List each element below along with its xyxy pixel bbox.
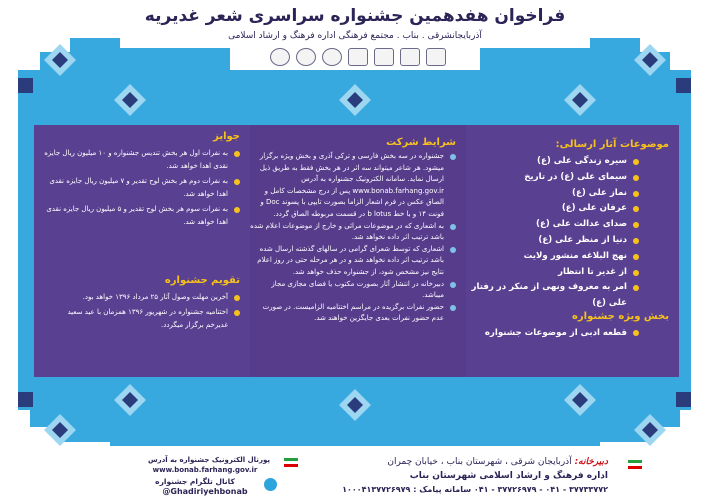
- page-subtitle: آذربایجانشرقی . بناب . مجتمع فرهنگی اداره فرهنگ و ارشاد اسلامی: [228, 31, 482, 41]
- list-item: به نفرات اول هر بخش تندیس جشنواره و ۱۰ میلیون ریال جایزه نقدی اهدا خواهد شد.: [44, 147, 240, 173]
- list-item: اشعاری که توسط شعرای گرامی در سالهای گذشته ارسال شده باشد ترتیب اثر داده نخواهد شد و در هر مرحله حتی در روز اعلام نتایج نیز مشخص شود، از جشنواره حذف خواهد شد.: [250, 244, 456, 279]
- pattern-tile: [18, 392, 33, 407]
- telegram-icon: [264, 478, 277, 491]
- prizes-heading: جوایز: [213, 131, 240, 142]
- prizes-list: [44, 147, 240, 231]
- special-list: [461, 326, 639, 341]
- list-item: دبیرخانه در انتشار آثار بصورت مکتوب یا فضای مجازی مجاز میباشد.: [250, 279, 456, 302]
- pattern-tile: [676, 392, 691, 407]
- address-line-2: اداره فرهنگ و ارشاد اسلامی شهرستان بناب: [409, 471, 608, 481]
- portal-label: پورتال الکترونیک جشنواره به آدرس: [148, 456, 270, 464]
- list-item: نهج البلاغه منشور ولایت: [461, 249, 639, 265]
- calendar-heading: تقویم جشنواره: [164, 275, 240, 286]
- pattern-tile: [18, 78, 33, 93]
- emblem-logo-icon: [400, 48, 420, 66]
- phone-numbers: ۳۷۷۳۳۷۷۲ - ۰۴۱ - ۳۷۷۲۶۹۷۹ - ۰۴۱ سامانه پیامک : ۱۰۰۰۴۱۳۷۷۲۶۹۷۹: [342, 485, 608, 494]
- topics-heading: موضوعات آثار ارسالی:: [555, 139, 669, 150]
- address-line-1: آذربایجان شرقی ، شهرستان بناب ، خیابان چمران: [387, 457, 572, 467]
- flag-icon: [628, 460, 642, 469]
- page-title: فراخوان هفدهمین جشنواره سراسری شعر غدیریه: [144, 6, 566, 26]
- list-item: صدای عدالت علی (ع): [461, 217, 639, 233]
- list-item: جشنواره در سه بخش فارسی و ترکی آذری و بخش ویژه برگزار میشود. هر شاعر میتواند سه اثر در هر بخش فقط به طریق ذیل ارسال نماید. سامانه الکترونیک جشنواره به آدرس www.bonab.farhang.gov.ir پس از درج مشخصات کامل و الصاق عکس در فرم اشعار الزاما بصورت تایپی با پسوند Doc و فونت ۱۴ و با خط b lotus در قسمت مربوطه الصاق گردد.: [250, 151, 456, 221]
- list-item: سیمای علی (ع) در تاریخ: [461, 170, 639, 186]
- list-item: سیره زندگی علی (ع): [461, 154, 639, 170]
- list-item: امر به معروف ونهی از منکر در رفتار علی (ع): [461, 280, 639, 312]
- pattern-tile: [676, 78, 691, 93]
- panel-prizes: [34, 125, 250, 377]
- organization-logo-icon: [296, 48, 316, 66]
- list-item: به نفرات سوم هر بخش لوح تقدیر و ۵ میلیون ریال جایزه نقدی اهدا خواهد شد.: [44, 203, 240, 229]
- conditions-list: [250, 151, 456, 325]
- list-item: اختتامیه جشنواره در شهریور ۱۳۹۶ همزمان با عید سعید غدیرخم برگزار میگردد.: [44, 306, 240, 332]
- emblem-logo-icon: [348, 48, 368, 66]
- list-item: قطعه ادبی از موضوعات جشنواره: [461, 326, 639, 341]
- flag-icon: [284, 458, 298, 467]
- organization-logo-icon: [322, 48, 342, 66]
- portal-url[interactable]: www.bonab.farhang.gov.ir: [152, 466, 258, 474]
- special-section-heading: بخش ویژه جشنواره: [572, 311, 669, 322]
- telegram-label: کانال تلگرام جشنواره: [155, 477, 235, 486]
- emblem-logo-icon: [374, 48, 394, 66]
- list-item: آخرین مهلت وصول آثار ۲۵ مرداد ۱۳۹۶ خواهد بود.: [44, 291, 240, 304]
- secretariat-label: دبیرخانه:: [574, 457, 608, 467]
- secretariat-address: [338, 457, 608, 467]
- list-item: از غدیر تا انتظار: [461, 265, 639, 281]
- organization-logo-icon: [270, 48, 290, 66]
- pattern-tile: [60, 424, 650, 442]
- topics-list: [461, 154, 639, 312]
- list-item: عرفان علی (ع): [461, 201, 639, 217]
- list-item: دنیا از منظر علی (ع): [461, 233, 639, 249]
- list-item: حضور نفرات برگزیده در مراسم اختتامیه الزامیست. در صورت عدم حضور نفرات بعدی جایگزین خواهند شد.: [250, 302, 456, 325]
- list-item: نماز علی (ع): [461, 186, 639, 202]
- panel-topics: [455, 125, 679, 377]
- conditions-heading: شرایط شرکت: [386, 137, 456, 148]
- list-item: به نفرات دوم هر بخش لوح تقدیر و ۷ میلیون ریال جایزه نقدی اهدا خواهد شد.: [44, 175, 240, 201]
- panel-conditions: [242, 125, 466, 377]
- calendar-list: [44, 291, 240, 334]
- telegram-handle[interactable]: @Ghadiriyehbonab: [162, 487, 248, 496]
- emblem-logo-icon: [426, 48, 446, 66]
- list-item: به اشعاری که در موضوعات مرائی و خارج از موضوعات اعلام شده باشد ترتیب اثر داده نخواهد شد.: [250, 221, 456, 244]
